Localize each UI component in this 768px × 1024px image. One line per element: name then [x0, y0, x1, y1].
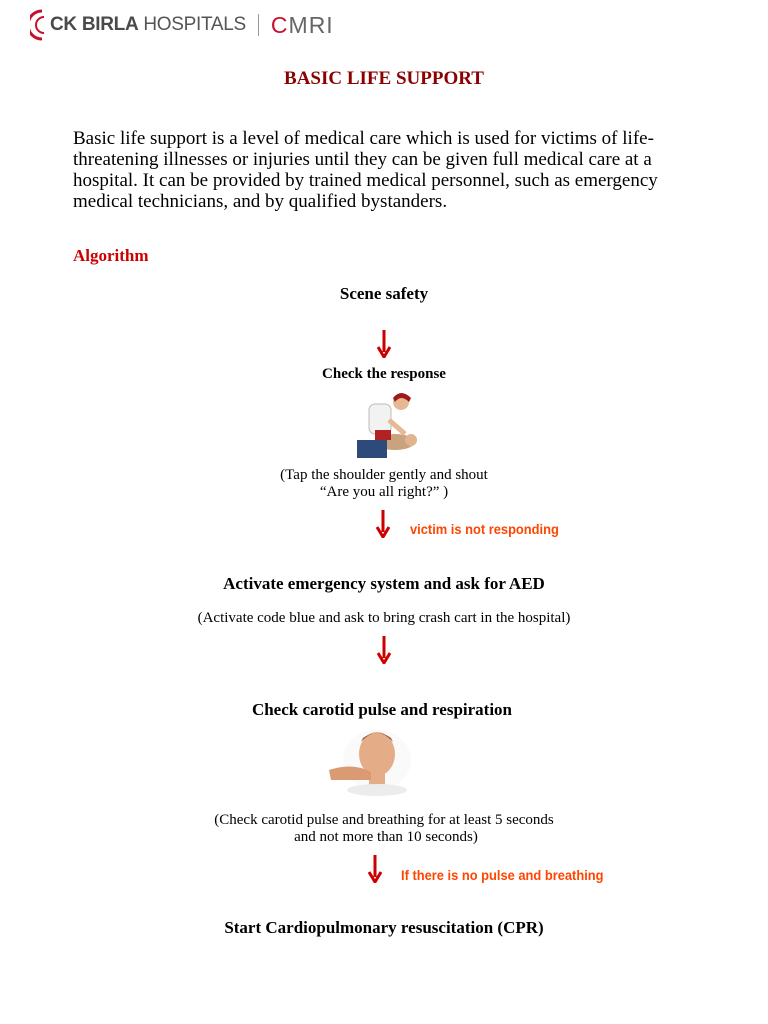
brand-name: CK BIRLA HOSPITALS — [50, 14, 246, 35]
hospital-logo — [30, 8, 334, 42]
condition-no-pulse: If there is no pulse and breathing — [401, 867, 604, 883]
carotid-pulse-check-illustration — [327, 724, 427, 798]
pulse-note-line1: (Check carotid pulse and breathing for at least 5 seconds — [214, 812, 554, 828]
activate-note: (Activate code blue and ask to bring crash cart in the hospital) — [197, 610, 571, 626]
response-note-line1: (Tap the shoulder gently and shout — [280, 467, 488, 483]
page-title: BASIC LIFE SUPPORT — [284, 68, 484, 89]
step-activate-emergency: Activate emergency system and ask for AED — [223, 574, 545, 593]
pulse-note-line2: and not more than 10 seconds) — [294, 829, 478, 845]
response-note-line2: “Are you all right?” ) — [319, 484, 449, 500]
logo-divider — [258, 14, 259, 36]
step-check-pulse: Check carotid pulse and respiration — [251, 700, 513, 719]
down-arrow-icon — [377, 636, 391, 664]
down-arrow-icon — [376, 510, 390, 538]
partner-logo: CMRI — [270, 11, 334, 38]
rescuer-tapping-victim-illustration — [355, 390, 419, 462]
algorithm-heading: Algorithm — [73, 246, 149, 265]
step-scene-safety: Scene safety — [339, 284, 429, 303]
step-check-response: Check the response — [322, 366, 446, 382]
intro-paragraph: Basic life support is a level of medical care which is used for victims of life-threatening illnesses or injuries until they can be given full medical care at a hospital. It can be provided by trained medical personnel, such as emergency medical technicians, and by qualified bystanders. — [73, 128, 658, 212]
down-arrow-icon — [368, 855, 382, 883]
logo-arc-icon — [30, 9, 46, 41]
step-start-cpr: Start Cardiopulmonary resuscitation (CPR) — [224, 918, 544, 937]
condition-not-responding: victim is not responding — [410, 521, 559, 537]
down-arrow-icon — [377, 330, 391, 358]
